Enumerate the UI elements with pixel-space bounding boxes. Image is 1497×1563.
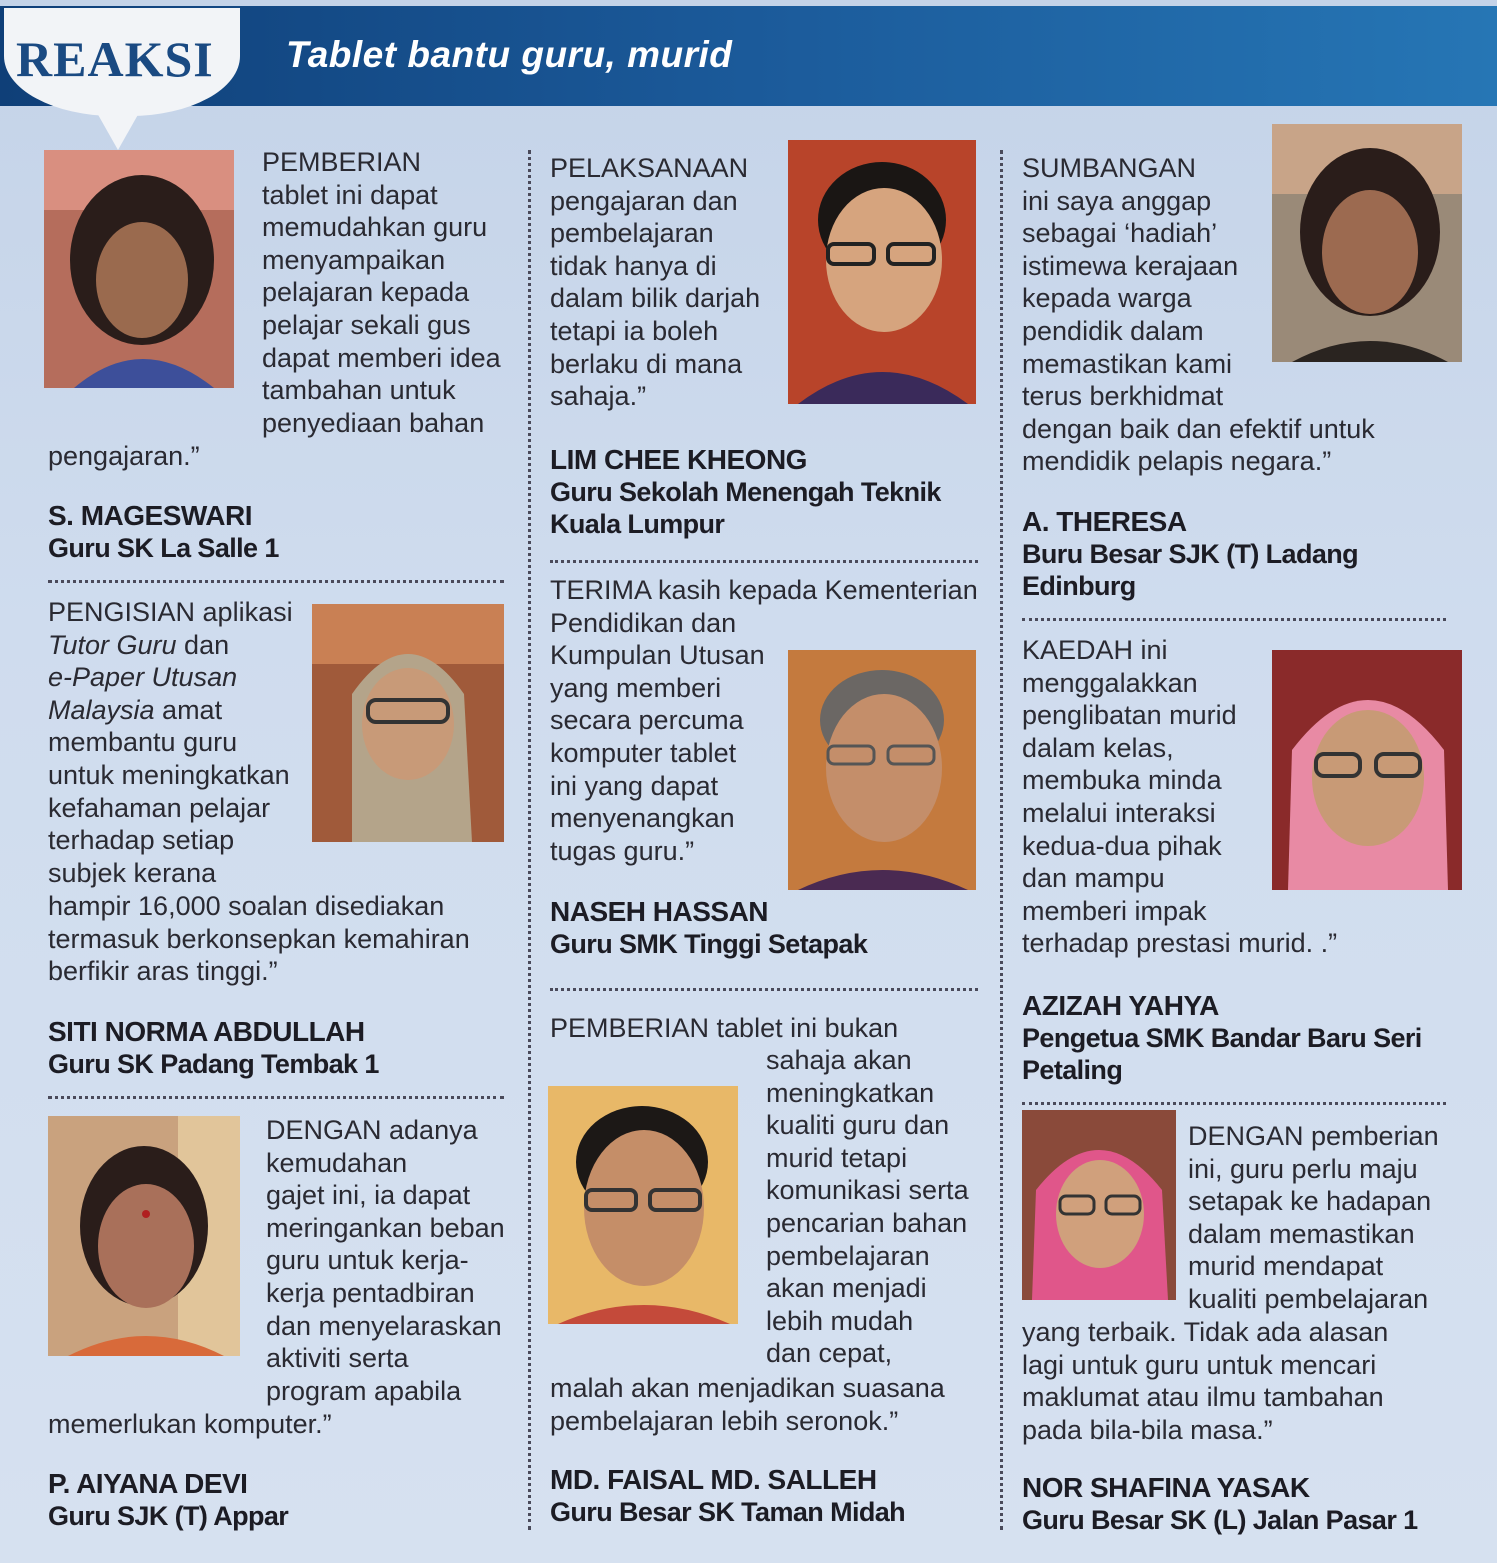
person-name: MD. FAISAL MD. SALLEH [550,1464,877,1495]
portrait-photo-aiyana-devi [48,1116,240,1356]
person-role: Pengetua SMK Bandar Baru Seri Petaling [1022,1023,1422,1085]
person-role: Guru Sekolah Menengah Teknik Kuala Lumpur [550,477,941,539]
quote-text: PELAKSANAAN pengajaran dan pembelajaran tidak hanya di dalam bilik darjah tetapi ia boleh berlaku di mana sahaja.” [550,153,761,412]
quote-text: PEMBERIAN tablet ini bukan [550,1013,899,1043]
quote-text: DENGAN adanya kemudahan gajet ini, ia dapat meringankan beban guru untuk kerja- kerja pentadbiran dan menyelaraskan aktiviti serta program apabila [266,1115,505,1406]
portrait-photo-lim-chee-kheong [788,140,976,404]
person-name: P. AIYANA DEVI [48,1468,248,1499]
quote-text: DENGAN pemberian ini, guru perlu maju setapak ke hadapan dalam memastikan murid mendapat kualiti pembelajaran [1188,1121,1439,1314]
quote-divider [550,988,978,991]
article-title: Tablet bantu guru, murid [286,34,733,75]
person-role: Guru Besar SK (L) Jalan Pasar 1 [1022,1505,1418,1535]
portrait-photo-naseh-hassan [788,650,976,890]
portrait-photo-faisal-salleh [548,1086,738,1324]
column-divider [1000,150,1003,1530]
person-role: Buru Besar SJK (T) Ladang Edinburg [1022,539,1359,601]
portrait-photo-azizah-yahya [1272,650,1462,890]
quote-text-continued: sahaja akan meningkatkan kualiti guru dan murid tetapi komunikasi serta pencarian bahan pembelajaran akan menjadi lebih mudah dan cepat, [766,1045,969,1369]
portrait-photo-siti-norma [312,604,504,842]
person-name: LIM CHEE KHEONG [550,444,807,475]
person-name: NOR SHAFINA YASAK [1022,1472,1310,1503]
quote-divider [550,560,978,563]
quote-text-continued: memerlukan komputer.” [48,1409,332,1439]
quote-text-continued: malah akan menjadikan suasana pembelajaran lebih seronok.” [550,1373,945,1436]
person-role: Guru SJK (T) Appar [48,1501,289,1531]
portrait-photo-theresa [1272,124,1462,362]
portrait-photo-mageswari [44,150,234,388]
quote-text-continued: pengajaran.” [48,441,200,471]
section-label-bubble [4,8,240,116]
person-name: AZIZAH YAHYA [1022,990,1219,1021]
quote-text: TERIMA kasih kepada Kementerian Pendidikan dan Kumpulan Utusan yang memberi secara percuma komputer tablet ini yang dapat menyenangkan tugas guru.” [550,575,978,866]
person-name: NASEH HASSAN [550,896,769,927]
quote-text: KAEDAH ini menggalakkan penglibatan murid dalam kelas, membuka minda melalui interaksi kedua-dua pihak dan mampu memberi impak terhadap prestasi murid. .” [1022,635,1338,959]
person-role: Guru SK Padang Tembak 1 [48,1049,379,1079]
quote-text-part: dan [176,629,230,660]
person-name: SITI NORMA ABDULLAH [48,1016,365,1047]
quote-text [48,596,293,889]
person-role: Guru SMK Tinggi Setapak [550,929,868,959]
quote-text-lead: PENGISIAN aplikasi [48,597,293,627]
quote-divider [48,580,504,583]
speech-bubble-tail [92,104,144,150]
person-name: A. THERESA [1022,506,1187,537]
person-role: Guru Besar SK Taman Midah [550,1497,906,1527]
person-name: S. MAGESWARI [48,500,253,531]
portrait-photo-nor-shafina [1022,1110,1176,1300]
quote-text: PEMBERIAN tablet ini dapat memudahkan guru menyampaikan pelajaran kepada pelajar sekali gus dapat memberi idea tambahan untuk penyediaan bahan [262,147,501,438]
quote-text: SUMBANGAN ini saya anggap sebagai ‘hadiah’ istimewa kerajaan kepada warga pendidik dalam memastikan kami terus berkhidmat dengan baik dan efektif untuk mendidik pelapis negara.” [1022,153,1375,477]
app-name-tutor-guru: Tutor Guru [48,629,177,660]
section-label: REAKSI [16,31,214,87]
quote-divider [1022,618,1446,621]
quote-divider [48,1096,504,1099]
person-role: Guru SK La Salle 1 [48,533,279,563]
app-name-epaper: e-Paper Utusan Malaysia [48,662,238,725]
quote-text-part: amat membantu guru untuk meningkatkan kefahaman pelajar terhadap setiap subjek kerana [48,694,290,888]
column-divider [528,150,531,1530]
quote-text-continued: yang terbaik. Tidak ada alasan lagi untuk guru untuk mencari maklumat atau ilmu tambahan pada bila-bila masa.” [1022,1317,1389,1445]
quote-divider [1022,1102,1446,1105]
quote-text-continued: hampir 16,000 soalan disediakan termasuk berkonsepkan kemahiran berfikir aras tinggi.” [48,891,470,987]
